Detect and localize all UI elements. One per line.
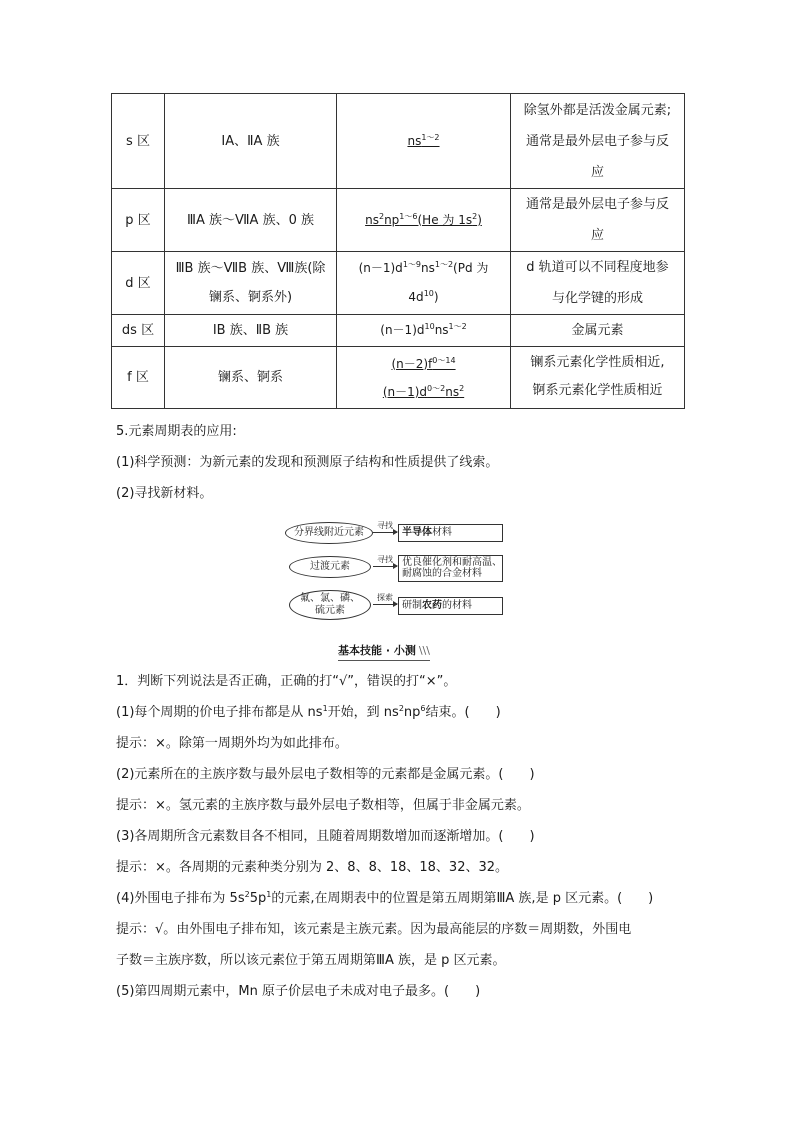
arrow-label-find: 寻找 (377, 555, 393, 564)
quiz-answer-4-line1: 提示：√。由外围电子排布知，该元素是主族元素。因为最高能层的序数＝周期数，外围电 (116, 922, 632, 937)
note-line: 通常是最外层电子参与反 (525, 197, 669, 212)
ellipse-text-line: 硫元素 (315, 605, 345, 616)
block-cell: ds 区 (112, 315, 165, 347)
quiz-answer-1: 提示：×。除第一周期外均为如此排布。 (116, 736, 348, 751)
config-cell: $ns^{1\sim 2}$ (337, 94, 511, 189)
quiz-question-1: (1)每个周期的价电子排布都是从 $ns^1$开始，到 $ns^2np^6$结束。( ) (116, 704, 501, 720)
note-line: d 轨道可以不同程度地参 (526, 260, 669, 275)
note-line: 与化学键的形成 (551, 291, 643, 306)
groups-cell (165, 252, 337, 315)
config-cell: $(n-1)d^{1\sim 9}ns^{1\sim 2}(Pd$ 为 $4d^{10}$) (337, 252, 511, 315)
quiz-answer-3: 提示：×。各周期的元素种类分别为 2、8、8、18、18、32、32。 (116, 860, 509, 875)
arrow-label-explore: 探索 (377, 593, 393, 602)
note-line: 金属元素 (571, 323, 624, 338)
quiz-intro: 1．判断下列说法是否正确，正确的打“√”，错误的打“×”。 (116, 674, 457, 689)
table-row (112, 94, 685, 189)
item-new-materials: (2)寻找新材料。 (116, 486, 213, 501)
notes-cell (511, 347, 685, 409)
note-line: 除氢外都是活泼金属元素; (523, 102, 672, 118)
box-text: 材料 (432, 527, 452, 538)
groups-cell: ⅢA 族～ⅦA 族、0 族 (165, 189, 337, 252)
quiz-question-5: (5)第四周期元素中，Mn 原子价层电子未成对电子最多。( ) (116, 984, 481, 999)
box-text-line: 优良催化剂和耐高温、 (402, 557, 502, 568)
ellipse-text-line: 氟、氯、磷、 (300, 593, 360, 604)
box-text: 研制 (402, 600, 422, 611)
heading-applications: 5.元素周期表的应用: (116, 424, 237, 439)
config-cell: $(n-1)d^{10}ns^{1\sim 2}$ (337, 315, 511, 347)
item-prediction: (1)科学预测：为新元素的发现和预测原子结构和性质提供了线索。 (116, 455, 499, 470)
quiz-answer-2: 提示：×。氢元素的主族序数与最外层电子数相等，但属于非金属元素。 (116, 798, 530, 813)
table-row (112, 189, 685, 252)
groups-text: ⅢB 族～ⅦB 族、Ⅷ族(除镧系、锕系外) (175, 260, 326, 305)
notes-cell (511, 189, 685, 252)
box-pesticide (398, 597, 503, 615)
table-row (112, 347, 685, 409)
box-bold-text: 农药 (422, 600, 442, 611)
note-line: 应 (590, 164, 604, 180)
section-deco: \\\ (418, 644, 430, 657)
config-cell: $(n-2)f^{0\sim 14}$ $(n-1)d^{0\sim 2}ns^2$ (337, 347, 511, 409)
box-semiconductor (398, 524, 503, 542)
notes-cell (511, 252, 685, 315)
arrow-label-find: 寻找 (377, 521, 393, 530)
box-catalyst-alloy (398, 555, 503, 582)
materials-diagram (285, 520, 505, 620)
section-title-text: 基本技能 · 小测 (338, 644, 416, 657)
arrow-right-icon (373, 532, 397, 533)
section-title (338, 642, 430, 661)
notes-cell (511, 315, 685, 347)
table-row (112, 252, 685, 315)
quiz-question-3: (3)各周期所含元素数目各不相同，且随着周期数增加而逐渐增加。( ) (116, 829, 535, 844)
block-cell: p 区 (112, 189, 165, 252)
groups-cell: 镧系、锕系 (165, 347, 337, 409)
note-line: 锕系元素化学性质相近 (532, 383, 663, 398)
groups-cell: ⅠB 族、ⅡB 族 (165, 315, 337, 347)
ellipse-nonmetal-elements (289, 590, 371, 620)
table-row (112, 315, 685, 347)
note-line: 镧系元素化学性质相近, (530, 355, 665, 370)
quiz-answer-4-line2: 子数＝主族序数，所以该元素位于第五周期第ⅢA 族，是 p 区元素。 (116, 953, 506, 968)
config-cell: $ns^2np^{1\sim 6}(He$ 为 $1s^2$) (337, 189, 511, 252)
periodic-blocks-table (111, 93, 685, 409)
quiz-question-2: (2)元素所在的主族序数与最外层电子数相等的元素都是金属元素。( ) (116, 767, 535, 782)
arrow-right-icon (373, 566, 397, 567)
arrow-right-icon (373, 604, 397, 605)
ellipse-boundary-elements: 分界线附近元素 (285, 522, 373, 544)
note-line: 通常是最外层电子参与反 (525, 133, 669, 149)
ellipse-transition-elements: 过渡元素 (289, 556, 371, 578)
box-text: 的材料 (442, 600, 472, 611)
box-text-line: 耐腐蚀的合金材料 (402, 568, 482, 579)
note-line: 应 (590, 228, 604, 243)
block-cell: d 区 (112, 252, 165, 315)
quiz-question-4: (4)外围电子排布为 $5s^25p^1$的元素,在周期表中的位置是第五周期第ⅢA 族,是 p 区元素。( ) (116, 890, 654, 906)
block-cell: f 区 (112, 347, 165, 409)
box-bold-text: 半导体 (402, 527, 432, 538)
table-body (112, 94, 685, 409)
block-cell: s 区 (112, 94, 165, 189)
groups-cell: ⅠA、ⅡA 族 (165, 94, 337, 189)
notes-cell (511, 94, 685, 189)
